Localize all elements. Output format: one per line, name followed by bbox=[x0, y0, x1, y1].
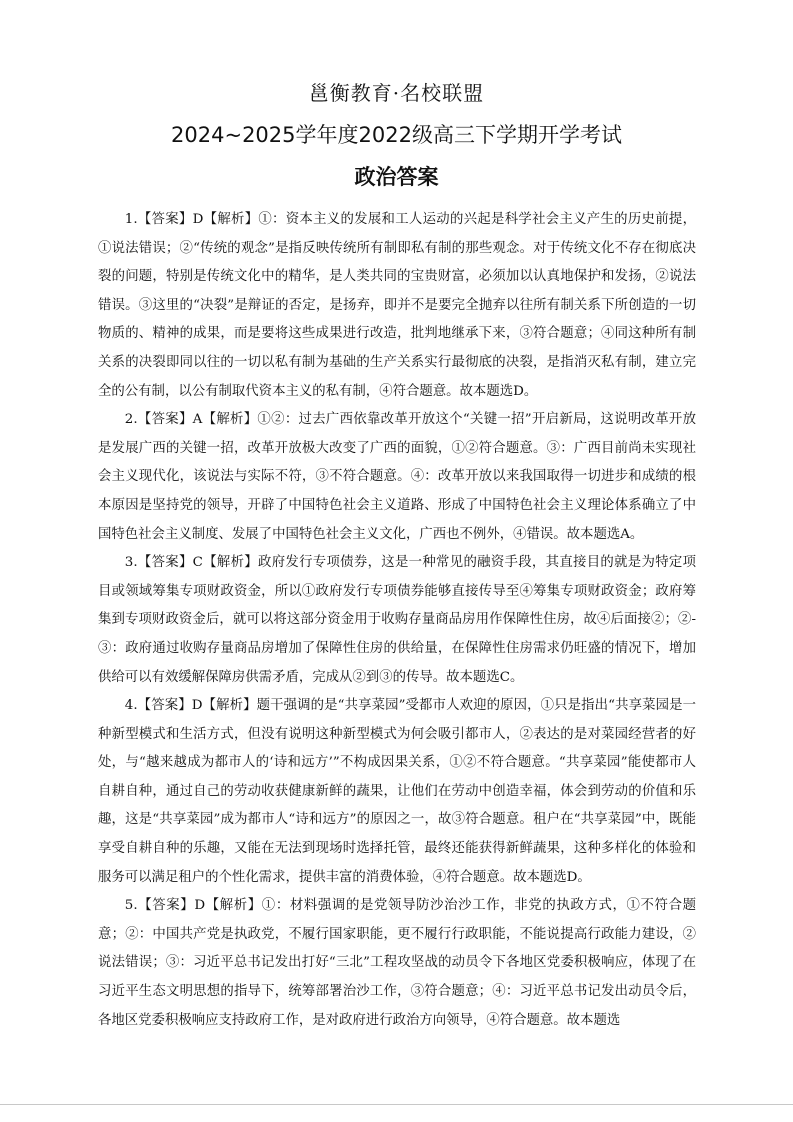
answer-item-5: 5.【答案】D【解析】①：材料强调的是党领导防沙治沙工作，非党的执政方式，①不符合题意；②：中国共产党是执政党，不履行国家职能，更不履行行政职能，不能说提高行政能力建设，②说法错误；③：习近平总书记发出打好“三北”工程攻坚战的动员令下各地区党委积极响应，体现了在习近平生态文明思想的指导下，统筹部署治沙工作，③符合题意；④：习近平总书记发出动员令后，各地区党委积极响应支持政府工作，是对政府进行政治方向领导，④符合题意。故本题选 bbox=[98, 898, 696, 1028]
answer-list bbox=[98, 206, 696, 1035]
answer-item-2: 2.【答案】A【解析】①②：过去广西依靠改革开放这个“关键一招”开启新局，这说明改革开放是发展广西的关键一招，改革开放极大改变了广西的面貌，①②符合题意。③：广西目前尚未实现社会主义现代化，该说法与实际不符，③不符合题意。④：改革开放以来我国取得一切进步和成绩的根本原因是坚持党的领导，开辟了中国特色社会主义道路、形成了中国特色社会主义理论体系确立了中国特色社会主义制度、发展了中国特色社会主义文化，广西也不例外，④错误。故本题选A。 bbox=[98, 412, 696, 542]
subject-title: 政治答案 bbox=[354, 165, 439, 189]
answer-item-3: 3.【答案】C【解析】政府发行专项债券，这是一种常见的融资手段，其直接目的就是为特定项目或领域筹集专项财政资金，所以①政府发行专项债券能够直接传导至④筹集专项财政资金；政府筹集到专项财政资金后，就可以将这部分资金用于收购存量商品房用作保障性住房，故④后面接②；②-③：政府通过收购存量商品房增加了保障性住房的供给量，在保障性住房需求仍旺盛的情况下，增加供给可以有效缓解保障房供需矛盾，完成从②到③的传导。故本题选C。 bbox=[98, 555, 696, 685]
page-bottom-divider bbox=[0, 1104, 793, 1105]
answer-item-4: 4.【答案】D【解析】题干强调的是“共享菜园”受都市人欢迎的原因，①只是指出“共享菜园是一种新型模式和生活方式，但没有说明这种新型模式为何会吸引都市人，②表达的是对菜园经营者的好处，与“越来越成为都市人的‘诗和远方’”不构成因果关系，①②不符合题意。“共享菜园”能使都市人自耕自种，通过自己的劳动收获健康新鲜的蔬果，让他们在劳动中创造幸福，体会到劳动的价值和乐趣，这是“共享菜园”成为都市人“诗和远方”的原因之一，故③符合题意。租户在“共享菜园”中，既能享受自耕自种的乐趣，又能在无法到现场时选择托管，最终还能获得新鲜蔬果，这种多样化的体验和服务可以满足租户的个性化需求，提供丰富的消费体验，④符合题意。故本题选D。 bbox=[98, 698, 696, 885]
exam-title: 2024~2025学年度2022级高三下学期开学考试 bbox=[171, 123, 622, 147]
organization-title: 邕衡教育·名校联盟 bbox=[308, 81, 485, 105]
answer-item-1: 1.【答案】D【解析】①：资本主义的发展和工人运动的兴起是科学社会主义产生的历史前提，①说法错误；②“传统的观念”是指反映传统所有制即私有制的那些观念。对于传统文化不存在彻底决裂的问题，特别是传统文化中的精华，是人类共同的宝贵财富，必须加以认真地保护和发扬，②说法错误。③这里的“决裂”是辩证的否定，是扬弃，即并不是要完全抛弃以往所有制关系下所创造的一切物质的、精神的成果，而是要将这些成果进行改造，批判地继承下来，③符合题意；④同这种所有制关系的决裂即同以往的一切以私有制为基础的生产关系实行最彻底的决裂，是指消灭私有制，建立完全的公有制，以公有制取代资本主义的私有制，④符合题意。故本题选D。 bbox=[98, 212, 696, 399]
